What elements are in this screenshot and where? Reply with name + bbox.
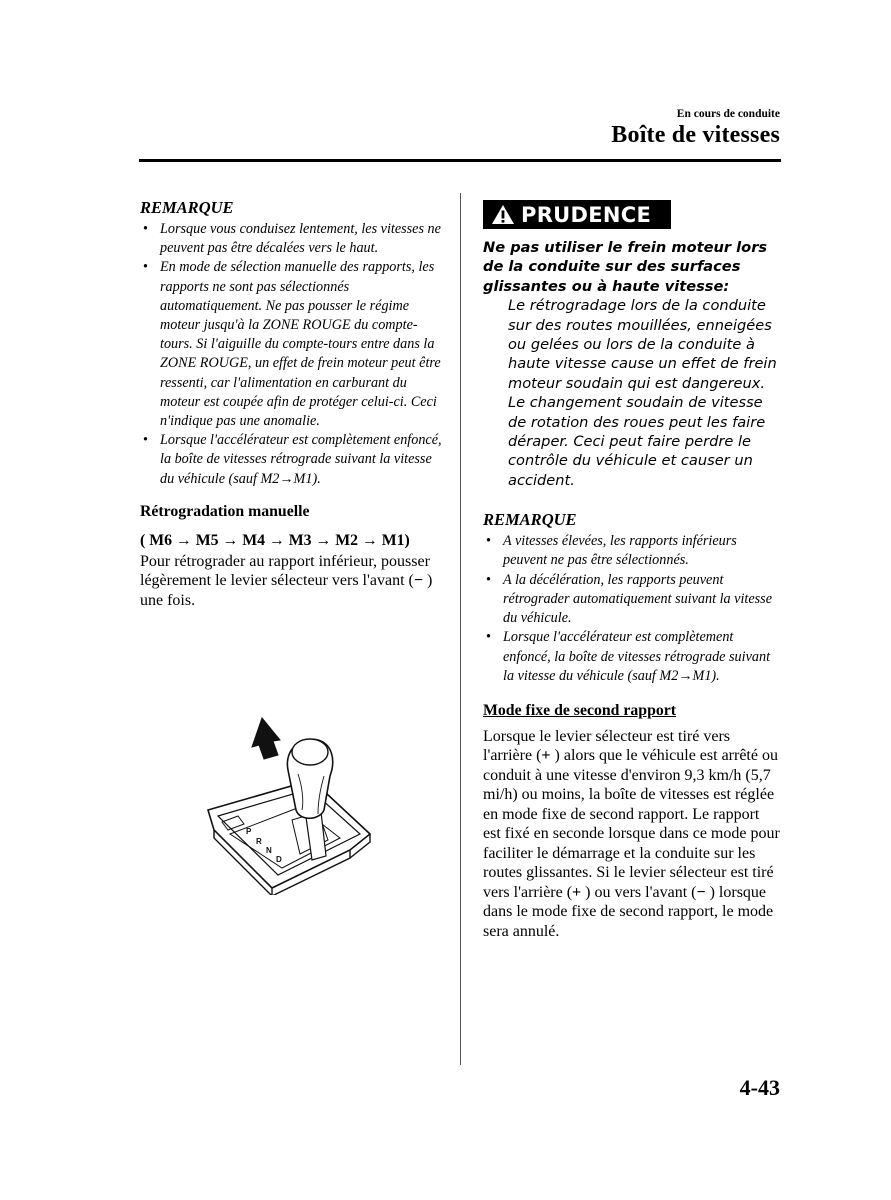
mode-text-2: ) alors que le véhicule est arrêté ou conduit à une vitesse d'environ 9,3 km/h (5,7 mi/h) ou moins, la boîte de vitesses est réglée en mode fixe de second rapport. Le rapport est fixé en seconde lorsque dans ce mode pour faciliter le démarrage et la conduite sur les routes glissantes. Si le levier sélecteur est tiré vers l'arrière ( — [483, 747, 780, 901]
header-rule — [139, 159, 781, 162]
shifter-label-r: R — [256, 837, 262, 846]
mode-paragraph — [483, 727, 781, 942]
plus-icon: + — [572, 883, 582, 901]
column-divider — [460, 193, 461, 1065]
warning-body: Le rétrogradage lors de la conduite sur des routes mouillées, enneigées ou gelées ou lors de la conduite à haute vitesse cause un effet de frein moteur soudain qui est dangereux. Le changement soudain de vitesse de rotation des roues peut les faire déraper. Ceci peut faire perdre le contrôle du véhicule et causer un accident. — [508, 297, 777, 489]
warning-triangle-icon — [491, 204, 515, 225]
list-item — [483, 628, 781, 686]
note-text: A la décélération, les rapports peuvent rétrograder automatiquement suivant la vitesse du véhicule. — [503, 571, 773, 627]
mode-text-4: ) lorsque dans le mode fixe de second rapport, le mode sera annulé. — [483, 883, 774, 940]
forward-arrow-icon — [252, 718, 280, 759]
shifter-label-n: N — [266, 846, 272, 855]
bullet-icon: • — [486, 571, 491, 588]
retro-paragraph — [140, 552, 442, 611]
bullet-icon: • — [143, 432, 148, 449]
note-text: Lorsque l'accélérateur est complètement enfoncé, la boîte de vitesses rétrograde suivant la vitesse du véhicule (sauf M2→M1). — [503, 629, 771, 684]
right-column — [483, 198, 781, 941]
caution-label: PRUDENCE — [521, 202, 652, 227]
list-item — [140, 258, 442, 431]
notes-list-right — [483, 532, 781, 686]
minus-icon: − — [696, 883, 706, 901]
note-text: En mode de sélection manuelle des rapports, les rapports ne sont pas sélectionnés automatiquement. Ne pas pousser le régime moteur jusqu'à la ZONE ROUGE du compte-tours. Si l'aiguille du compte-tours entre dans la ZONE ROUGE, un effet de frein moteur peut être ressenti, car l'alimentation en carburant du moteur est coupée afin de protéger celui-ci. Ceci n'indique pas une anomalie. — [160, 259, 441, 430]
bullet-icon: • — [486, 533, 491, 550]
bullet-icon: • — [143, 221, 148, 237]
page-title: Boîte de vitesses — [611, 122, 780, 148]
list-item — [140, 431, 442, 489]
mode-heading: Mode fixe de second rapport — [483, 701, 677, 719]
retro-text-after: ) une fois. — [140, 572, 433, 609]
page-number: 4-43 — [739, 1075, 780, 1100]
mode-text-1: Lorsque le levier sélecteur est tiré vers l'arrière ( — [483, 727, 730, 765]
shifter-label-d: D — [276, 855, 282, 864]
note-text: Lorsque vous conduisez lentement, les vitesses ne peuvent pas être décalées vers le haut. — [160, 221, 441, 257]
note-text: A vitesses élevées, les rapports inférieurs peuvent ne pas être sélectionnés. — [503, 533, 737, 569]
note-text: Lorsque l'accélérateur est complètement enfoncé, la boîte de vitesses rétrograde suivant la vitesse du véhicule (sauf M2→M1). — [160, 432, 442, 487]
gear-shifter-illustration — [200, 710, 380, 895]
left-column — [140, 198, 442, 610]
retro-heading: Rétrogradation manuelle — [140, 502, 310, 520]
mode-text-3: ) ou vers l'avant ( — [581, 883, 697, 901]
caution-banner — [483, 200, 781, 230]
minus-icon: − — [413, 572, 423, 590]
shifter-label-p: P — [246, 827, 252, 836]
retro-text-before: Pour rétrograder au rapport inférieur, pousser légèrement le levier sélecteur vers l'avant ( — [140, 552, 430, 590]
bullet-icon: • — [486, 629, 491, 646]
warning-lead: Ne pas utiliser le frein moteur lors de la conduite sur des surfaces glissantes ou à haute vitesse: — [483, 239, 768, 295]
remarque-heading-left: REMARQUE — [140, 198, 234, 217]
remarque-heading-right: REMARQUE — [483, 510, 577, 530]
section-label: En cours de conduite — [676, 108, 780, 120]
shift-console — [208, 780, 370, 895]
bullet-icon: • — [143, 259, 148, 276]
gear-sequence: ( M6 → M5 → M4 → M3 → M2 → M1) — [140, 531, 410, 549]
list-item — [483, 571, 781, 629]
list-item — [140, 220, 442, 258]
list-item — [483, 532, 781, 570]
plus-icon: + — [541, 747, 551, 765]
notes-list-left — [140, 220, 442, 489]
